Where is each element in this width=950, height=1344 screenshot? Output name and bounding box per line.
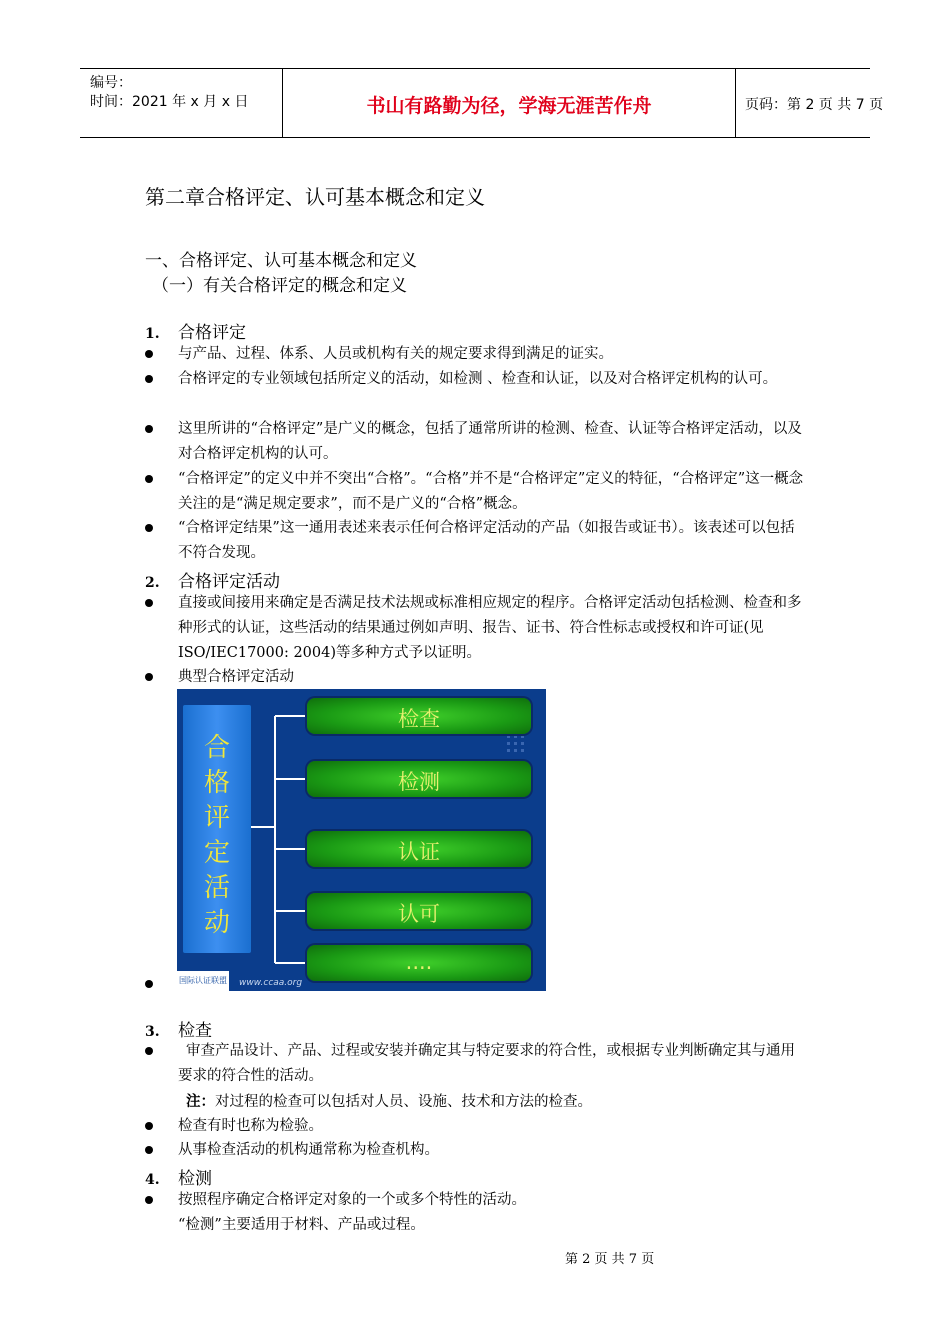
number-label: 编号： xyxy=(90,75,132,91)
bullet-text: “合格评定结果”这一通用表述来表示任何合格评定活动的产品（如报告或证书）。该表述可以包括不符合发现。 xyxy=(178,520,795,561)
page-header xyxy=(80,68,884,138)
activity-box-label: 认证 xyxy=(398,840,440,864)
bullet-icon xyxy=(145,350,153,358)
section-1-heading xyxy=(145,318,246,343)
motto-text: 书山有路勤为径，学海无涯苦作舟 xyxy=(366,95,652,117)
header-left-cell xyxy=(80,69,282,137)
note-label: 注： xyxy=(186,1093,215,1110)
bullet-text: 检查有时也称为检验。 xyxy=(178,1118,323,1134)
bullet-text: 这里所讲的“合格评定”是广义的概念，包括了通常所讲的检测、检查、认证等合格评定活动，以及对合格评定机构的认可。 xyxy=(178,421,802,462)
time-label: 时间：2021 年 x 月 x 日 xyxy=(90,94,249,110)
bullet-text: 从事检查活动的机构通常称为检查机构。 xyxy=(178,1142,439,1158)
section-2-heading xyxy=(145,567,280,592)
conformity-activities-diagram xyxy=(177,689,546,991)
bullet-text: 直接或间接用来确定是否满足技术法规或标准相应规定的程序。合格评定活动包括检测、检查和多种形式的认证，这些活动的结果通过例如声明、报告、证书、符合性标志或授权和许可证(见 ISO/IEC17000: 2004)等多种方式予以证明。 xyxy=(178,595,802,661)
page-footer: 第 2 页 共 7 页 xyxy=(565,1252,655,1267)
activity-box-more xyxy=(307,945,531,981)
bullet-icon xyxy=(145,673,153,681)
bullet-text-content: 审查产品设计、产品、过程或安装并确定其与特定要求的符合性，或根据专业判断确定其与通用要求的符合性的活动。 xyxy=(178,1043,795,1084)
bullet-text: 典型合格评定活动 xyxy=(178,669,294,685)
bullet-icon xyxy=(145,425,153,433)
diagram-url: www.ccaa.org xyxy=(239,978,303,988)
vertical-label-text: 合格评定活动 xyxy=(204,733,231,938)
activity-box-label: .... xyxy=(405,950,433,974)
diagram-vertical-label xyxy=(183,731,251,941)
header-right-cell xyxy=(735,69,884,137)
diagram-logo: 国际认证联盟 xyxy=(177,971,229,991)
activity-box-certification xyxy=(307,831,531,867)
bullet-icon xyxy=(145,1047,153,1055)
section-number: 1. xyxy=(145,326,160,342)
section-3-heading xyxy=(145,1016,212,1041)
header-center-cell xyxy=(282,69,736,137)
activity-box-inspection xyxy=(307,698,531,734)
section-title: 检测 xyxy=(178,1169,212,1189)
section-4-heading xyxy=(145,1164,212,1189)
section-number: 4. xyxy=(145,1172,160,1188)
note xyxy=(186,1089,816,1115)
section-title: 合格评定活动 xyxy=(178,572,280,592)
section-number: 3. xyxy=(145,1024,160,1040)
note-text: 对过程的检查可以包括对人员、设施、技术和方法的检查。 xyxy=(215,1094,592,1110)
section-number: 2. xyxy=(145,575,160,591)
bullet-icon xyxy=(145,599,153,607)
page-info: 页码：第 2 页 共 7 页 xyxy=(745,97,884,113)
subsection-heading: （一）有关合格评定的概念和定义 xyxy=(152,276,407,296)
section-title: 检查 xyxy=(178,1021,212,1041)
bullet-text: 与产品、过程、体系、人员或机构有关的规定要求得到满足的证实。 xyxy=(178,346,613,362)
bullet-icon xyxy=(145,1122,153,1130)
activity-box-label: 检测 xyxy=(398,770,440,794)
bullet-icon xyxy=(145,1146,153,1154)
diagram-vertical-label-box xyxy=(183,705,251,953)
bullet-icon xyxy=(145,375,153,383)
chapter-title: 第二章合格评定、认可基本概念和定义 xyxy=(145,185,485,209)
activity-box-label: 检查 xyxy=(398,707,440,731)
activity-box-testing xyxy=(307,761,531,797)
bullet-text xyxy=(178,1039,808,1089)
bullet-text: 合格评定的专业领域包括所定义的活动，如检测 、检查和认证，以及对合格评定机构的认可。 xyxy=(178,371,778,387)
section-heading: 一、合格评定、认可基本概念和定义 xyxy=(145,251,417,271)
section-title: 合格评定 xyxy=(178,323,246,343)
extra-text: “检测”主要适用于材料、产品或过程。 xyxy=(178,1217,425,1233)
bullet-text: 按照程序确定合格评定对象的一个或多个特性的活动。 xyxy=(178,1192,526,1208)
bullet-text: “合格评定”的定义中并不突出“合格”。“合格”并不是“合格评定”定义的特征，“合格评定”这一概念关注的是“满足规定要求”，而不是广义的“合格”概念。 xyxy=(178,471,804,512)
bullet-icon xyxy=(145,1196,153,1204)
activity-box-accreditation xyxy=(307,893,531,929)
bullet-icon xyxy=(145,524,153,532)
activity-box-label: 认可 xyxy=(398,902,440,926)
bullet-icon xyxy=(145,980,153,988)
bullet-icon xyxy=(145,475,153,483)
